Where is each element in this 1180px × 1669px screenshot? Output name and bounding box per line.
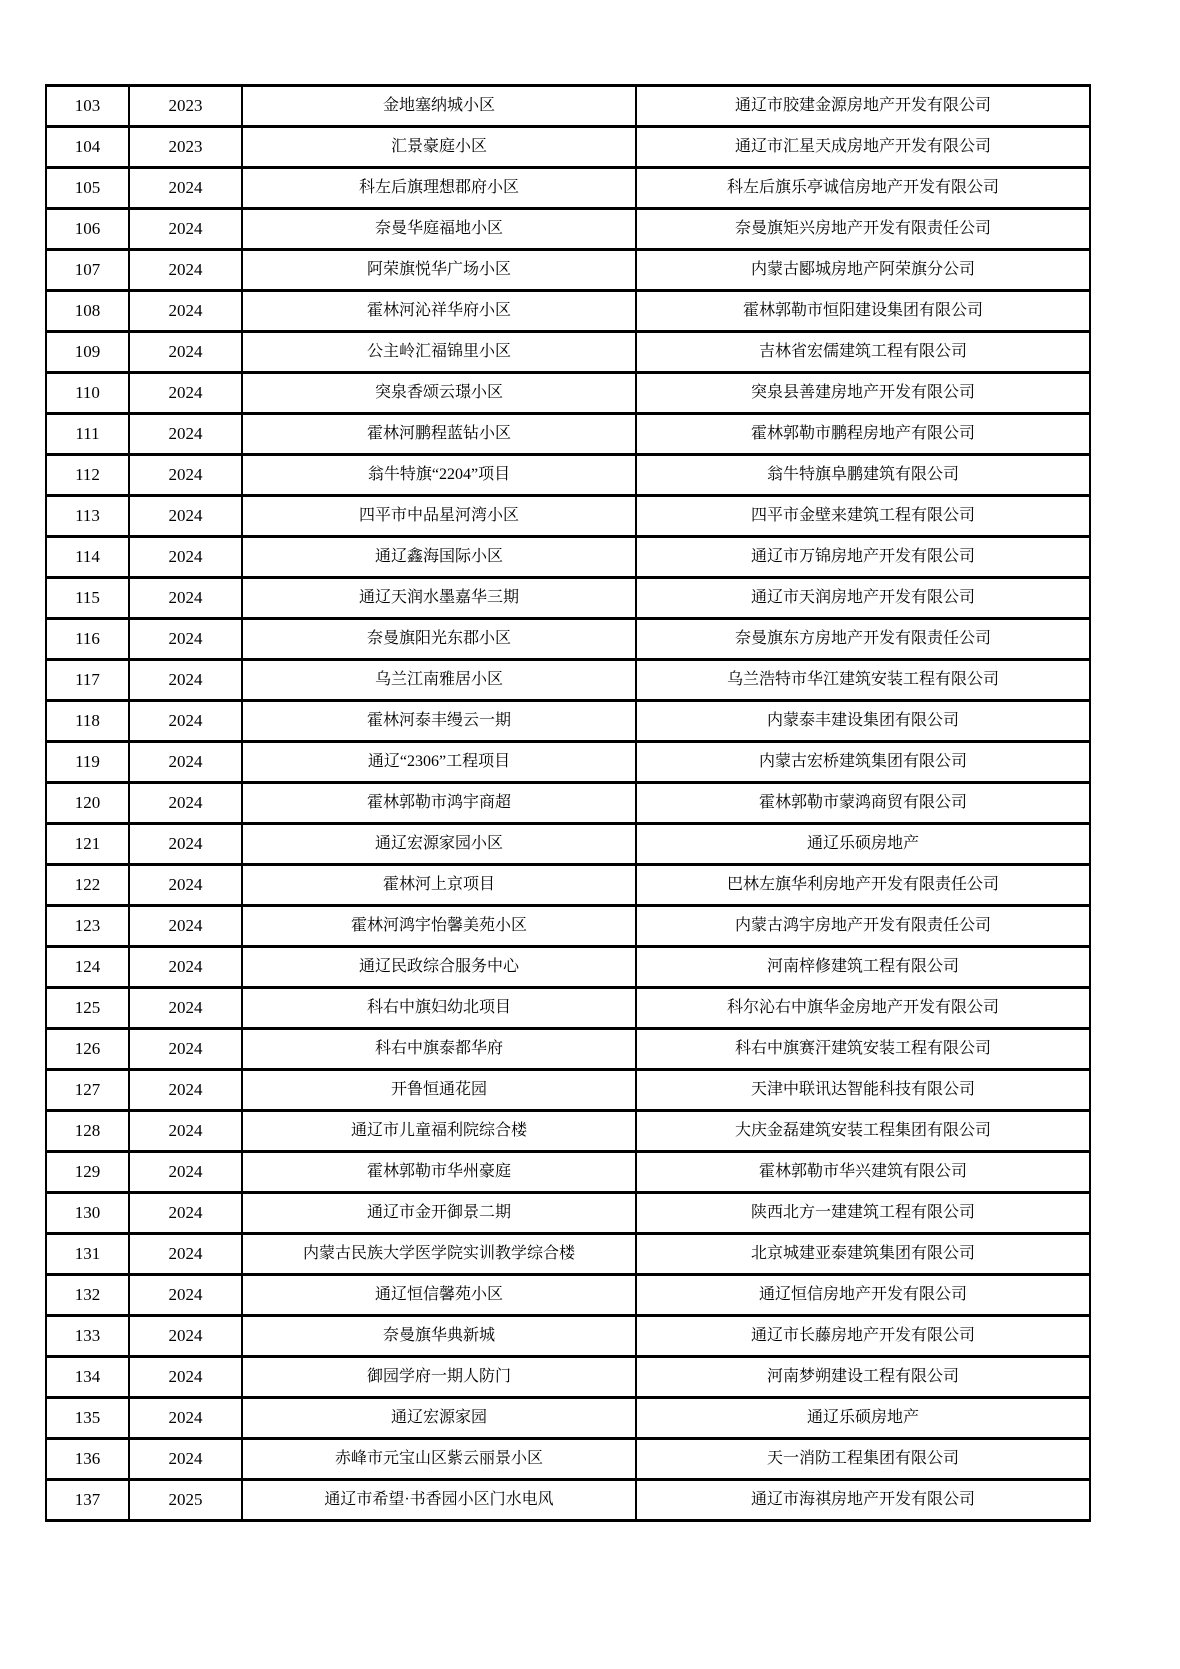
cell-row-number: 103	[46, 86, 129, 127]
cell-company-name: 霍林郭勒市蒙鸿商贸有限公司	[636, 783, 1090, 824]
cell-row-number: 133	[46, 1316, 129, 1357]
cell-row-number: 117	[46, 660, 129, 701]
cell-year: 2024	[129, 660, 242, 701]
cell-row-number: 124	[46, 947, 129, 988]
cell-year: 2024	[129, 1275, 242, 1316]
cell-year: 2024	[129, 455, 242, 496]
cell-project-name: 内蒙古民族大学医学院实训教学综合楼	[242, 1234, 636, 1275]
cell-project-name: 通辽“2306”工程项目	[242, 742, 636, 783]
table-row	[46, 1234, 1090, 1275]
cell-project-name: 金地塞纳城小区	[242, 86, 636, 127]
cell-company-name: 北京城建亚泰建筑集团有限公司	[636, 1234, 1090, 1275]
cell-company-name: 吉林省宏儒建筑工程有限公司	[636, 332, 1090, 373]
cell-row-number: 135	[46, 1398, 129, 1439]
cell-project-name: 阿荣旗悦华广场小区	[242, 250, 636, 291]
cell-company-name: 内蒙古鸿宇房地产开发有限责任公司	[636, 906, 1090, 947]
table-row	[46, 1070, 1090, 1111]
cell-company-name: 陕西北方一建建筑工程有限公司	[636, 1193, 1090, 1234]
cell-project-name: 科右中旗妇幼北项目	[242, 988, 636, 1029]
cell-project-name: 通辽市希望·书香园小区门水电风	[242, 1480, 636, 1521]
cell-row-number: 128	[46, 1111, 129, 1152]
cell-project-name: 通辽鑫海国际小区	[242, 537, 636, 578]
cell-year: 2024	[129, 1439, 242, 1480]
cell-row-number: 106	[46, 209, 129, 250]
cell-project-name: 霍林河泰丰缦云一期	[242, 701, 636, 742]
table-row	[46, 496, 1090, 537]
cell-company-name: 内蒙古郾城房地产阿荣旗分公司	[636, 250, 1090, 291]
table-row	[46, 332, 1090, 373]
cell-project-name: 汇景豪庭小区	[242, 127, 636, 168]
cell-project-name: 霍林河上京项目	[242, 865, 636, 906]
cell-company-name: 巴林左旗华利房地产开发有限责任公司	[636, 865, 1090, 906]
cell-company-name: 内蒙古宏桥建筑集团有限公司	[636, 742, 1090, 783]
table-row	[46, 701, 1090, 742]
cell-year: 2024	[129, 865, 242, 906]
cell-row-number: 127	[46, 1070, 129, 1111]
cell-year: 2024	[129, 496, 242, 537]
cell-company-name: 天一消防工程集团有限公司	[636, 1439, 1090, 1480]
cell-year: 2024	[129, 1070, 242, 1111]
cell-row-number: 110	[46, 373, 129, 414]
cell-row-number: 130	[46, 1193, 129, 1234]
cell-row-number: 126	[46, 1029, 129, 1070]
cell-year: 2024	[129, 250, 242, 291]
cell-row-number: 137	[46, 1480, 129, 1521]
cell-year: 2024	[129, 783, 242, 824]
cell-year: 2024	[129, 1357, 242, 1398]
cell-row-number: 108	[46, 291, 129, 332]
cell-project-name: 公主岭汇福锦里小区	[242, 332, 636, 373]
cell-company-name: 奈曼旗东方房地产开发有限责任公司	[636, 619, 1090, 660]
records-table-body	[46, 86, 1090, 1521]
table-row	[46, 1111, 1090, 1152]
cell-project-name: 奈曼华庭福地小区	[242, 209, 636, 250]
cell-project-name: 通辽市金开御景二期	[242, 1193, 636, 1234]
cell-project-name: 通辽宏源家园小区	[242, 824, 636, 865]
cell-row-number: 105	[46, 168, 129, 209]
cell-company-name: 乌兰浩特市华江建筑安装工程有限公司	[636, 660, 1090, 701]
cell-company-name: 天津中联讯达智能科技有限公司	[636, 1070, 1090, 1111]
cell-company-name: 霍林郭勒市鹏程房地产有限公司	[636, 414, 1090, 455]
cell-row-number: 119	[46, 742, 129, 783]
cell-year: 2025	[129, 1480, 242, 1521]
table-row	[46, 865, 1090, 906]
table-row	[46, 742, 1090, 783]
table-row	[46, 86, 1090, 127]
table-row	[46, 1152, 1090, 1193]
cell-company-name: 科尔沁右中旗华金房地产开发有限公司	[636, 988, 1090, 1029]
table-row	[46, 1316, 1090, 1357]
cell-year: 2024	[129, 1029, 242, 1070]
cell-year: 2024	[129, 619, 242, 660]
cell-company-name: 突泉县善建房地产开发有限公司	[636, 373, 1090, 414]
cell-company-name: 霍林郭勒市华兴建筑有限公司	[636, 1152, 1090, 1193]
table-row	[46, 250, 1090, 291]
cell-company-name: 通辽乐硕房地产	[636, 1398, 1090, 1439]
cell-row-number: 122	[46, 865, 129, 906]
table-row	[46, 1398, 1090, 1439]
cell-company-name: 内蒙泰丰建设集团有限公司	[636, 701, 1090, 742]
projects-table	[45, 84, 1091, 1522]
cell-row-number: 114	[46, 537, 129, 578]
cell-row-number: 112	[46, 455, 129, 496]
table-row	[46, 578, 1090, 619]
cell-row-number: 120	[46, 783, 129, 824]
cell-row-number: 113	[46, 496, 129, 537]
cell-company-name: 四平市金壁来建筑工程有限公司	[636, 496, 1090, 537]
cell-row-number: 107	[46, 250, 129, 291]
cell-year: 2024	[129, 578, 242, 619]
cell-year: 2024	[129, 291, 242, 332]
cell-company-name: 通辽恒信房地产开发有限公司	[636, 1275, 1090, 1316]
cell-year: 2024	[129, 209, 242, 250]
cell-project-name: 科左后旗理想郡府小区	[242, 168, 636, 209]
cell-year: 2024	[129, 701, 242, 742]
cell-project-name: 科右中旗泰都华府	[242, 1029, 636, 1070]
cell-year: 2024	[129, 742, 242, 783]
cell-company-name: 科右中旗赛汗建筑安装工程有限公司	[636, 1029, 1090, 1070]
table-row	[46, 455, 1090, 496]
cell-project-name: 霍林河鸿宇怡馨美苑小区	[242, 906, 636, 947]
cell-project-name: 赤峰市元宝山区紫云丽景小区	[242, 1439, 636, 1480]
table-row	[46, 209, 1090, 250]
cell-row-number: 136	[46, 1439, 129, 1480]
cell-project-name: 御园学府一期人防门	[242, 1357, 636, 1398]
cell-company-name: 大庆金磊建筑安装工程集团有限公司	[636, 1111, 1090, 1152]
cell-project-name: 翁牛特旗“2204”项目	[242, 455, 636, 496]
cell-year: 2024	[129, 1111, 242, 1152]
cell-row-number: 104	[46, 127, 129, 168]
cell-year: 2024	[129, 906, 242, 947]
cell-project-name: 开鲁恒通花园	[242, 1070, 636, 1111]
cell-project-name: 通辽天润水墨嘉华三期	[242, 578, 636, 619]
table-row	[46, 1275, 1090, 1316]
cell-year: 2024	[129, 537, 242, 578]
table-row	[46, 660, 1090, 701]
table-row	[46, 824, 1090, 865]
cell-project-name: 奈曼旗阳光东郡小区	[242, 619, 636, 660]
cell-year: 2024	[129, 414, 242, 455]
cell-company-name: 通辽市胶建金源房地产开发有限公司	[636, 86, 1090, 127]
cell-year: 2024	[129, 1193, 242, 1234]
cell-year: 2024	[129, 1234, 242, 1275]
table-row	[46, 906, 1090, 947]
table-row	[46, 127, 1090, 168]
cell-company-name: 科左后旗乐亭诚信房地产开发有限公司	[636, 168, 1090, 209]
cell-project-name: 霍林河鹏程蓝钻小区	[242, 414, 636, 455]
cell-year: 2024	[129, 1398, 242, 1439]
cell-company-name: 通辽市汇星天成房地产开发有限公司	[636, 127, 1090, 168]
cell-year: 2024	[129, 1152, 242, 1193]
cell-company-name: 通辽市海祺房地产开发有限公司	[636, 1480, 1090, 1521]
cell-company-name: 通辽乐硕房地产	[636, 824, 1090, 865]
cell-row-number: 121	[46, 824, 129, 865]
table-row	[46, 168, 1090, 209]
table-row	[46, 1029, 1090, 1070]
cell-project-name: 乌兰江南雅居小区	[242, 660, 636, 701]
cell-company-name: 通辽市天润房地产开发有限公司	[636, 578, 1090, 619]
cell-year: 2024	[129, 1316, 242, 1357]
cell-year: 2024	[129, 168, 242, 209]
cell-row-number: 115	[46, 578, 129, 619]
cell-project-name: 通辽民政综合服务中心	[242, 947, 636, 988]
cell-row-number: 111	[46, 414, 129, 455]
cell-year: 2023	[129, 86, 242, 127]
cell-project-name: 霍林郭勒市华州豪庭	[242, 1152, 636, 1193]
table-row	[46, 619, 1090, 660]
cell-company-name: 通辽市长藤房地产开发有限公司	[636, 1316, 1090, 1357]
table-row	[46, 373, 1090, 414]
cell-row-number: 132	[46, 1275, 129, 1316]
cell-year: 2024	[129, 824, 242, 865]
cell-row-number: 116	[46, 619, 129, 660]
cell-company-name: 通辽市万锦房地产开发有限公司	[636, 537, 1090, 578]
cell-company-name: 奈曼旗矩兴房地产开发有限责任公司	[636, 209, 1090, 250]
cell-row-number: 125	[46, 988, 129, 1029]
cell-year: 2023	[129, 127, 242, 168]
cell-row-number: 134	[46, 1357, 129, 1398]
cell-project-name: 通辽恒信馨苑小区	[242, 1275, 636, 1316]
cell-year: 2024	[129, 373, 242, 414]
cell-company-name: 河南梦朔建设工程有限公司	[636, 1357, 1090, 1398]
table-row	[46, 537, 1090, 578]
cell-project-name: 通辽宏源家园	[242, 1398, 636, 1439]
cell-project-name: 通辽市儿童福利院综合楼	[242, 1111, 636, 1152]
table-row	[46, 988, 1090, 1029]
cell-project-name: 突泉香颂云璟小区	[242, 373, 636, 414]
table-row	[46, 291, 1090, 332]
cell-project-name: 四平市中品星河湾小区	[242, 496, 636, 537]
table-row	[46, 1480, 1090, 1521]
cell-year: 2024	[129, 332, 242, 373]
table-row	[46, 947, 1090, 988]
table-row	[46, 1357, 1090, 1398]
table-row	[46, 1193, 1090, 1234]
cell-row-number: 118	[46, 701, 129, 742]
table-row	[46, 783, 1090, 824]
cell-company-name: 霍林郭勒市恒阳建设集团有限公司	[636, 291, 1090, 332]
table-row	[46, 1439, 1090, 1480]
cell-row-number: 109	[46, 332, 129, 373]
cell-project-name: 奈曼旗华典新城	[242, 1316, 636, 1357]
cell-company-name: 河南梓修建筑工程有限公司	[636, 947, 1090, 988]
cell-company-name: 翁牛特旗阜鹏建筑有限公司	[636, 455, 1090, 496]
cell-row-number: 123	[46, 906, 129, 947]
cell-row-number: 131	[46, 1234, 129, 1275]
cell-project-name: 霍林河沁祥华府小区	[242, 291, 636, 332]
table-row	[46, 414, 1090, 455]
cell-project-name: 霍林郭勒市鸿宇商超	[242, 783, 636, 824]
cell-row-number: 129	[46, 1152, 129, 1193]
cell-year: 2024	[129, 947, 242, 988]
cell-year: 2024	[129, 988, 242, 1029]
